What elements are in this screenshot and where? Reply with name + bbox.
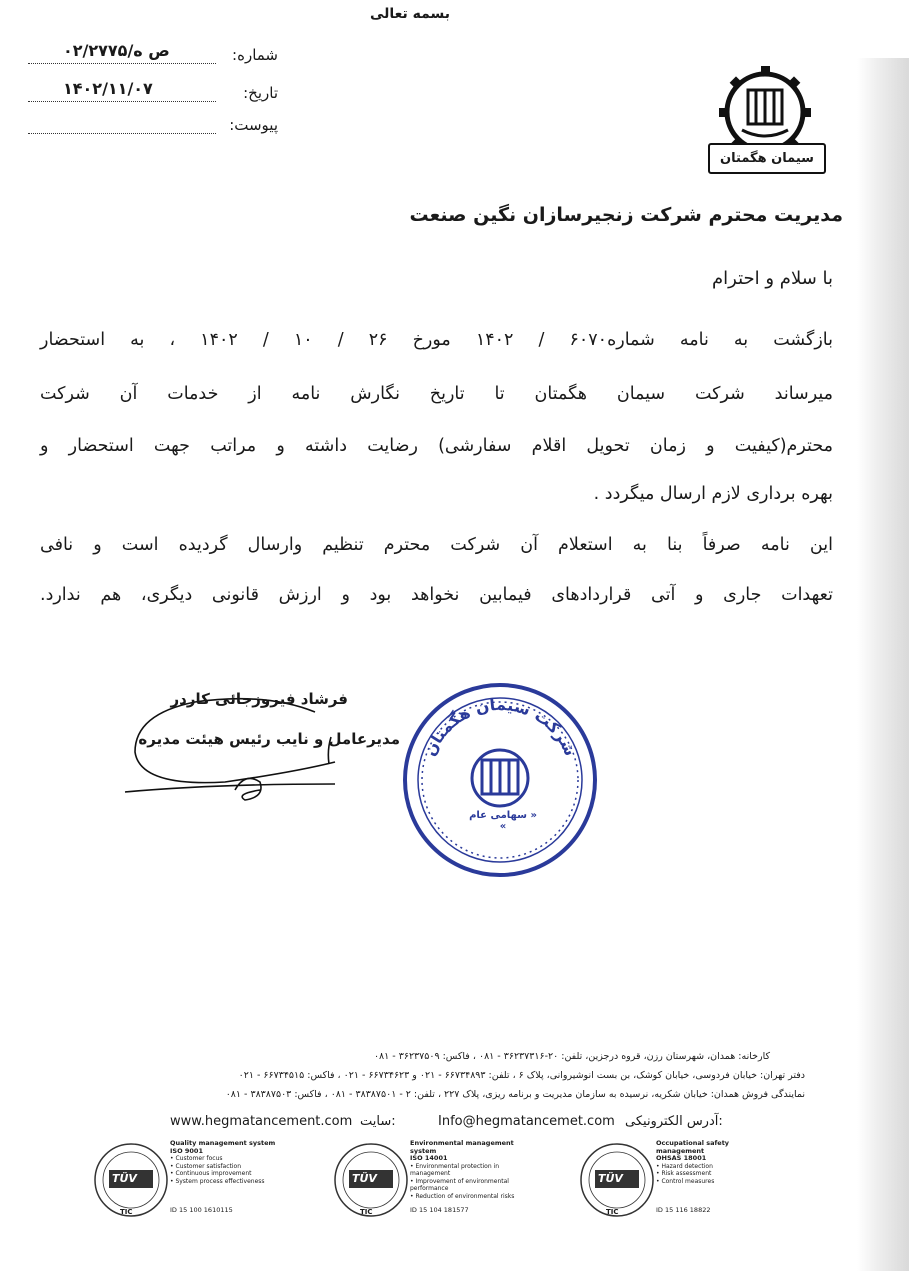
email-label: آدرس الکترونیکی: — [625, 1114, 723, 1129]
footer-hamedan-sales: نمایندگی فروش همدان: خیابان شکریه، نرسیده به سازمان مدیریت و برنامه ریزی، پلاک ۲۲۷ ، تلفن: ۲ - ۳۸۳۸۷۵۰۱ - ۰۸۱ ، فاکس: ۳۸۳۸۷۵۰۳ - ۰۸۱ — [225, 1089, 805, 1100]
tuv-brand: TÜV — [112, 1172, 137, 1185]
stamp-ring-text: شرکت سیمان هگمتان — [419, 694, 581, 759]
date-label: تاریخ: — [243, 84, 278, 102]
company-stamp-icon — [400, 680, 600, 880]
certificate-ohsas18001: TÜV TIC Occupational safety management OHSAS 18001 • Hazard detection • Risk assessment • Control measures ID 15 116 18822 — [578, 1140, 758, 1220]
website-link[interactable]: www.hegmatancement.com — [170, 1114, 353, 1129]
recipient-heading: مدیریت محترم شرکت زنجیرسازان نگین صنعت — [409, 204, 843, 226]
attachment-label: پیوست: — [229, 116, 278, 134]
tuv-brand: TÜV — [352, 1172, 377, 1185]
letter-attachment-row — [28, 116, 278, 140]
signatory-name: فرشاد فیروزجائی کاردر — [170, 690, 348, 708]
date-value: ۱۴۰۲/۱۱/۰۷ — [63, 79, 153, 98]
body-line-4: بهره برداری لازم ارسال میگردد . — [593, 484, 833, 504]
body-line-2: میرساند شرکت سیمان هگمتان تا تاریخ نگارش نامه از خدمات آن شرکت — [40, 384, 833, 404]
footer-contact-row — [170, 1114, 750, 1132]
body-line-6: تعهدات جاری و آتی قراردادهای فیمابین نخواهد بود و ارزش قانونی دیگری، هم ندارد. — [40, 585, 833, 605]
tuv-brand: TÜV — [598, 1172, 623, 1185]
body-line-5: این نامه صرفاً بنا به استعلام آن شرکت محترم تنظیم وارسال گردیده است و نافی — [40, 535, 833, 555]
number-label: شماره: — [232, 46, 278, 64]
certificate-iso9001: TÜV TIC Quality management system ISO 9001 • Customer focus • Customer satisfaction • Continuous improvement • System process effectiveness ID 15 100 1610115 — [92, 1140, 272, 1220]
page-edge-shadow — [857, 58, 909, 1271]
tic-label: TIC — [606, 1208, 619, 1216]
footer-tehran-office: دفتر تهران: خیابان فردوسی، خیابان کوشک، بن بست انوشیروانی، پلاک ۶ ، تلفن: ۶۶۷۳۴۸۹۳ - ۰۲۱ و ۶۶۷۳۴۶۲۳ - ۰۲۱ ، فاکس: ۶۶۷۳۴۵۱۵ - ۰۲۱ — [238, 1070, 805, 1081]
signatory-title: مدیرعامل و نایب رئیس هیئت مدیره — [138, 730, 400, 748]
logo-caption: سیمان هگمتان — [708, 143, 826, 174]
greeting: با سلام و احترام — [712, 268, 833, 289]
website-label: سایت: — [360, 1114, 396, 1129]
email-link[interactable]: Info@hegmatancemet.com — [438, 1114, 615, 1129]
certificate-iso14001: TÜV TIC Environmental management system ISO 14001 • Environmental protection in management • Improvement of environmental performance • Reduction of environmental risks ID 15 104 181577 — [332, 1140, 512, 1220]
footer-factory-address: کارخانه: همدان، شهرستان رزن، قروه درجزین، تلفن: ۲۰-۳۶۲۳۷۳۱۶ - ۰۸۱ ، فاکس: ۳۶۲۳۷۵۰۹ - ۰۸۱ — [373, 1051, 770, 1062]
number-value: ۰۲/۲۷۷۵/ص ه — [63, 41, 170, 60]
body-line-1: بازگشت به نامه شماره۶۰۷۰ / ۱۴۰۲ مورخ ۲۶ / ۱۰ / ۱۴۰۲ ، به استحضار — [40, 330, 834, 350]
letter-number-row — [28, 41, 278, 70]
body-line-3: محترم(کیفیت و زمان تحویل اقلام سفارشی) رضایت داشته و مراتب جهت استحضار و — [40, 436, 833, 456]
tic-label: TIC — [360, 1208, 373, 1216]
tic-label: TIC — [120, 1208, 133, 1216]
stamp-bottom-text: « سهامی عام » — [469, 810, 537, 832]
letter-date-row — [28, 79, 278, 108]
bismillah-heading: بسمه تعالی — [369, 6, 451, 22]
